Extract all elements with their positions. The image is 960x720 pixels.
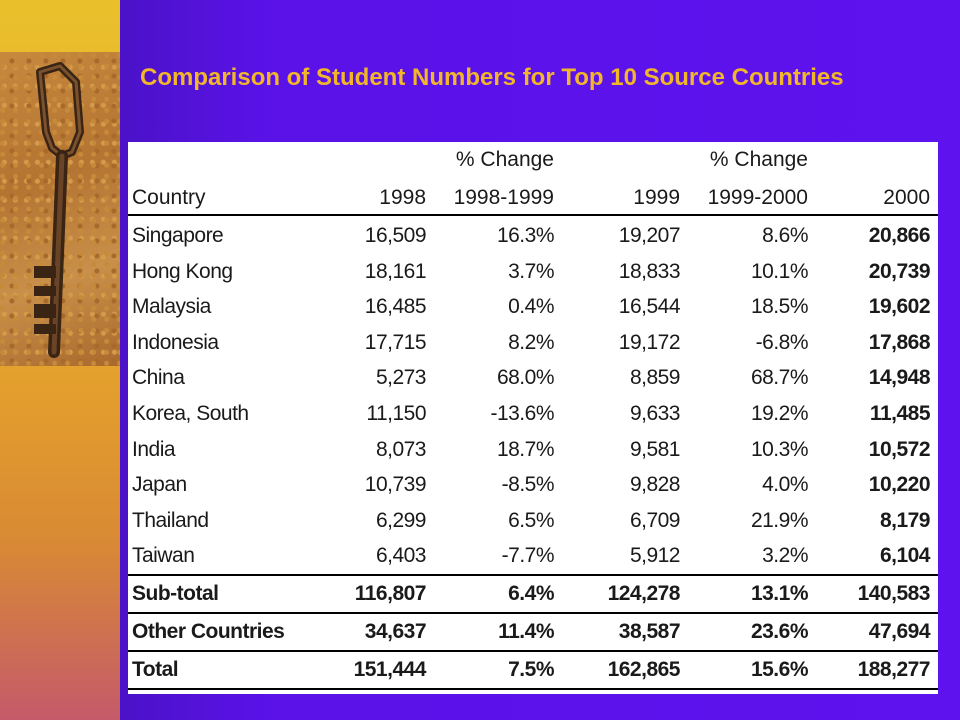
cell-y2000: 10,220 bbox=[868, 473, 930, 497]
table-row bbox=[128, 254, 938, 290]
cell-country: Indonesia bbox=[132, 330, 219, 354]
cell-pc1: 18.7% bbox=[496, 437, 554, 461]
cell-pc1: -7.7% bbox=[501, 544, 554, 568]
table-row bbox=[128, 503, 938, 539]
cell-pc1: 16.3% bbox=[496, 224, 554, 247]
cell-y1999: 9,828 bbox=[629, 473, 680, 497]
cell-y2000: 14,948 bbox=[868, 366, 930, 390]
cell-y1999: 5,912 bbox=[629, 544, 680, 568]
cell-pc2: 19.2% bbox=[750, 402, 808, 425]
cell-y2000: 8,179 bbox=[879, 508, 930, 532]
cell-country: Hong Kong bbox=[132, 259, 233, 283]
header-pct-period-2: 1999-2000 bbox=[707, 186, 808, 209]
header-pct-period-1: 1998-1999 bbox=[453, 186, 554, 209]
cell-y1999: 19,207 bbox=[618, 224, 680, 247]
other-countries-row bbox=[128, 614, 938, 650]
table-row bbox=[128, 218, 938, 254]
cell-y1998: 151,444 bbox=[353, 658, 426, 681]
data-table bbox=[128, 142, 938, 694]
left-accent-bar bbox=[0, 0, 120, 720]
cell-y1998: 34,637 bbox=[364, 620, 426, 643]
cell-country: Japan bbox=[132, 473, 187, 497]
cell-pc2: 13.1% bbox=[750, 582, 808, 605]
cell-y1998: 8,073 bbox=[375, 437, 426, 461]
cell-pc2: 23.6% bbox=[750, 620, 808, 643]
cell-pc1: 7.5% bbox=[508, 658, 554, 681]
cell-y2000: 10,572 bbox=[868, 437, 930, 461]
cell-pc1: -8.5% bbox=[501, 473, 554, 497]
cell-country: Taiwan bbox=[132, 544, 195, 568]
subtotal-rule bbox=[128, 574, 938, 576]
subtotal-row bbox=[128, 576, 938, 612]
cell-pc2: 4.0% bbox=[762, 473, 808, 497]
table-row bbox=[128, 325, 938, 361]
key-icon bbox=[0, 52, 120, 366]
cell-y1999: 124,278 bbox=[607, 582, 680, 605]
total-rule-bottom bbox=[128, 688, 938, 690]
slide-title: Comparison of Student Numbers for Top 10 Source Countries bbox=[140, 64, 844, 91]
cell-y1998: 116,807 bbox=[354, 582, 426, 605]
key-photo bbox=[0, 52, 120, 366]
cell-pc1: 6.4% bbox=[508, 582, 554, 605]
cell-pc1: 8.2% bbox=[508, 330, 554, 354]
table-header bbox=[128, 142, 938, 216]
table-row bbox=[128, 538, 938, 574]
cell-y1998: 18,161 bbox=[364, 259, 426, 283]
cell-y1998: 11,150 bbox=[366, 402, 426, 425]
cell-y1999: 18,833 bbox=[618, 259, 680, 283]
table-row bbox=[128, 432, 938, 468]
cell-y2000: 20,739 bbox=[868, 259, 930, 283]
cell-y1998: 6,403 bbox=[375, 544, 426, 568]
cell-y1999: 9,633 bbox=[629, 402, 680, 425]
cell-y1999: 8,859 bbox=[629, 366, 680, 390]
cell-pc1: 3.7% bbox=[508, 259, 554, 283]
header-pct-change-1: % Change bbox=[455, 148, 554, 171]
cell-country: Thailand bbox=[132, 508, 209, 532]
header-country: Country bbox=[132, 186, 206, 209]
cell-y1998: 16,509 bbox=[364, 224, 426, 247]
cell-country: Korea, South bbox=[132, 402, 249, 425]
cell-pc2: 68.7% bbox=[750, 366, 808, 390]
cell-y1999: 38,587 bbox=[618, 620, 680, 643]
cell-country: Other Countries bbox=[132, 620, 285, 643]
cell-country: China bbox=[132, 366, 185, 390]
cell-pc1: 0.4% bbox=[508, 295, 554, 319]
header-1998: 1998 bbox=[379, 186, 426, 209]
cell-y1998: 16,485 bbox=[364, 295, 426, 319]
cell-y1999: 162,865 bbox=[607, 658, 680, 681]
cell-pc1: 11.4% bbox=[498, 620, 554, 643]
cell-country: Sub-total bbox=[132, 582, 219, 605]
total-row bbox=[128, 652, 938, 688]
table-row bbox=[128, 289, 938, 325]
cell-y2000: 140,583 bbox=[857, 582, 930, 605]
cell-pc2: 10.3% bbox=[750, 437, 808, 461]
cell-pc1: 6.5% bbox=[508, 508, 554, 532]
cell-pc1: -13.6% bbox=[490, 402, 554, 425]
header-2000: 2000 bbox=[883, 186, 930, 209]
cell-country: Singapore bbox=[132, 224, 224, 247]
cell-pc1: 68.0% bbox=[496, 366, 554, 390]
cell-y1998: 17,715 bbox=[364, 330, 426, 354]
cell-y2000: 6,104 bbox=[879, 544, 930, 568]
cell-pc2: 10.1% bbox=[750, 259, 808, 283]
table-row bbox=[128, 360, 938, 396]
cell-pc2: -6.8% bbox=[755, 330, 808, 354]
cell-y2000: 20,866 bbox=[868, 224, 930, 247]
cell-country: India bbox=[132, 437, 176, 461]
cell-y1999: 6,709 bbox=[629, 508, 680, 532]
header-1999: 1999 bbox=[633, 186, 680, 209]
table-row bbox=[128, 396, 938, 432]
cell-y1998: 5,273 bbox=[375, 366, 426, 390]
cell-pc2: 15.6% bbox=[750, 658, 808, 681]
cell-y2000: 47,694 bbox=[868, 620, 930, 643]
cell-y1998: 6,299 bbox=[375, 508, 426, 532]
cell-y1998: 10,739 bbox=[364, 473, 426, 497]
cell-pc2: 21.9% bbox=[750, 508, 808, 532]
cell-pc2: 3.2% bbox=[762, 544, 808, 568]
other-rule-top bbox=[128, 612, 938, 614]
cell-pc2: 8.6% bbox=[762, 224, 808, 247]
cell-country: Malaysia bbox=[132, 295, 211, 319]
cell-y2000: 188,277 bbox=[857, 658, 930, 681]
header-pct-change-2: % Change bbox=[709, 148, 808, 171]
table-row bbox=[128, 467, 938, 503]
cell-country: Total bbox=[132, 658, 179, 681]
total-rule-top bbox=[128, 650, 938, 652]
cell-y2000: 17,868 bbox=[868, 330, 930, 354]
cell-y2000: 19,602 bbox=[868, 295, 930, 319]
cell-y2000: 11,485 bbox=[869, 402, 930, 425]
cell-y1999: 9,581 bbox=[629, 437, 680, 461]
cell-y1999: 19,172 bbox=[618, 330, 680, 354]
cell-y1999: 16,544 bbox=[618, 295, 680, 319]
cell-pc2: 18.5% bbox=[750, 295, 808, 319]
